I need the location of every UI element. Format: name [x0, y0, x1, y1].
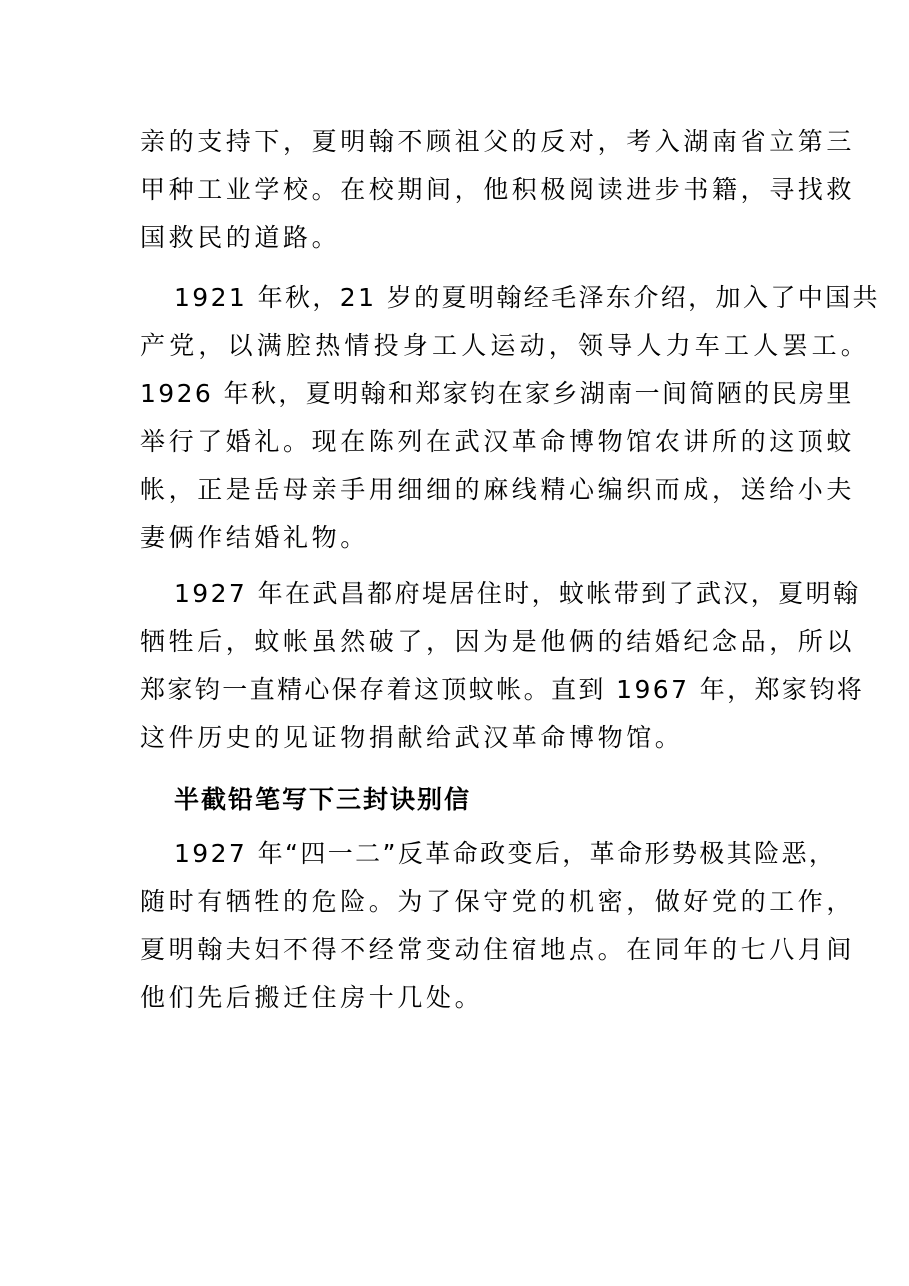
paragraph-line: 郑家钧一直精心保存着这顶蚊帐。直到 1967 年，郑家钧将	[140, 675, 865, 704]
paragraph-line: 1927 年在武昌都府堤居住时，蚊帐带到了武汉，夏明翰	[174, 579, 861, 608]
paragraph-line: 1921 年秋，21 岁的夏明翰经毛泽东介绍，加入了中国共	[174, 283, 880, 312]
paragraph-line: 帐，正是岳母亲手用细细的麻线精心编织而成，送给小夫	[140, 475, 856, 504]
paragraph-line: 妻俩作结婚礼物。	[140, 523, 369, 552]
paragraph-line: 这件历史的见证物捐献给武汉革命博物馆。	[140, 723, 684, 752]
paragraph-line: 亲的支持下，夏明翰不顾祖父的反对，考入湖南省立第三	[140, 127, 856, 156]
paragraph-line: 甲种工业学校。在校期间，他积极阅读进步书籍，寻找救	[140, 175, 856, 204]
paragraph-line: 1926 年秋，夏明翰和郑家钧在家乡湖南一间简陋的民房里	[140, 379, 854, 408]
paragraph-line: 夏明翰夫妇不得不经常变动住宿地点。在同年的七八月间	[140, 935, 856, 964]
paragraph-line: 他们先后搬迁住房十几处。	[140, 983, 484, 1012]
paragraph-1	[140, 118, 855, 262]
section-heading: 半截铅笔写下三封诀别信	[174, 785, 472, 814]
paragraph-line: 随时有牺牲的危险。为了保守党的机密，做好党的工作，	[140, 887, 856, 916]
paragraph-line: 产党，以满腔热情投身工人运动，领导人力车工人罢工。	[140, 331, 871, 360]
paragraph-line: 国救民的道路。	[140, 223, 341, 252]
paragraph-4	[140, 830, 855, 1022]
paragraph-line: 1927 年“四一二”反革命政变后，革命形势极其险恶，	[174, 839, 837, 868]
paragraph-line: 牺牲后，蚊帐虽然破了，因为是他俩的结婚纪念品，所以	[140, 627, 856, 656]
paragraph-3	[140, 570, 864, 762]
paragraph-2	[140, 274, 880, 562]
paragraph-line: 举行了婚礼。现在陈列在武汉革命博物馆农讲所的这顶蚊	[140, 427, 856, 456]
